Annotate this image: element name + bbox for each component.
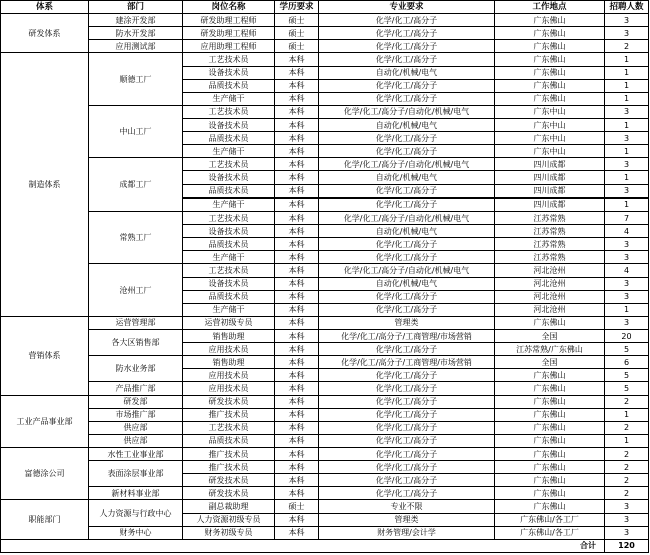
major-cell: 化学/化工/高分子/自动化/机械/电气 (319, 105, 495, 118)
education-cell: 本科 (275, 132, 319, 145)
location-cell: 四川成都 (495, 184, 605, 197)
count-cell: 3 (605, 27, 649, 40)
count-cell: 3 (605, 132, 649, 145)
major-cell: 专业不限 (319, 500, 495, 513)
major-cell: 自动化/机械/电气 (319, 277, 495, 290)
education-cell: 本科 (275, 408, 319, 421)
major-cell: 管理类 (319, 513, 495, 526)
count-cell: 2 (605, 461, 649, 474)
department-cell: 研发部 (89, 395, 183, 408)
count-cell: 6 (605, 356, 649, 369)
major-cell: 化学/化工/高分子 (319, 184, 495, 197)
position-cell: 推广技术员 (183, 448, 275, 461)
education-cell: 本科 (275, 92, 319, 105)
count-cell: 5 (605, 382, 649, 395)
education-cell: 本科 (275, 382, 319, 395)
location-cell: 广东佛山 (495, 434, 605, 447)
location-cell: 全国 (495, 330, 605, 343)
table-row (1, 434, 649, 447)
position-cell: 销售助理 (183, 330, 275, 343)
department-cell: 顺德工厂 (89, 53, 183, 105)
department-cell: 各大区销售部 (89, 330, 183, 356)
position-cell: 品质技术员 (183, 238, 275, 251)
department-cell: 供应部 (89, 421, 183, 434)
location-cell: 河北沧州 (495, 277, 605, 290)
position-cell: 生产储干 (183, 303, 275, 316)
location-cell: 广东佛山 (495, 66, 605, 79)
location-cell: 江苏常熟/广东佛山 (495, 343, 605, 356)
department-cell: 财务中心 (89, 526, 183, 539)
position-cell: 生产储干 (183, 251, 275, 264)
location-cell: 广东佛山 (495, 500, 605, 513)
location-cell: 广东佛山 (495, 408, 605, 421)
position-cell: 品质技术员 (183, 79, 275, 92)
table-row (1, 408, 649, 421)
count-cell: 3 (605, 316, 649, 329)
table-row (1, 40, 649, 53)
location-cell: 广东佛山 (495, 369, 605, 382)
major-cell: 自动化/机械/电气 (319, 66, 495, 79)
major-cell: 化学/化工/高分子 (319, 448, 495, 461)
position-cell: 应用技术员 (183, 343, 275, 356)
count-cell: 1 (605, 92, 649, 105)
system-cell: 制造体系 (1, 53, 89, 316)
department-cell: 成都工厂 (89, 158, 183, 212)
table-row (1, 356, 649, 369)
major-cell: 化学/化工/高分子/工商管理/市场营销 (319, 330, 495, 343)
position-cell: 生产储干 (183, 198, 275, 211)
count-cell: 1 (605, 303, 649, 316)
position-cell: 研发技术员 (183, 487, 275, 500)
location-cell: 广东佛山 (495, 448, 605, 461)
position-cell: 设备技术员 (183, 66, 275, 79)
education-cell: 硕士 (275, 14, 319, 27)
position-cell: 应用技术员 (183, 369, 275, 382)
total-value: 120 (605, 539, 649, 552)
header-row (1, 1, 649, 14)
count-cell: 1 (605, 118, 649, 131)
header-count: 招聘人数 (605, 1, 649, 14)
location-cell: 广东佛山 (495, 53, 605, 66)
location-cell: 四川成都 (495, 171, 605, 184)
count-cell: 20 (605, 330, 649, 343)
education-cell: 本科 (275, 526, 319, 539)
system-cell: 研发体系 (1, 14, 89, 53)
education-cell: 本科 (275, 105, 319, 118)
major-cell: 化学/化工/高分子/自动化/机械/电气 (319, 264, 495, 277)
education-cell: 硕士 (275, 40, 319, 53)
location-cell: 广东佛山 (495, 487, 605, 500)
major-cell: 管理类 (319, 316, 495, 329)
education-cell: 本科 (275, 118, 319, 131)
table-row (1, 500, 649, 513)
count-cell: 3 (605, 290, 649, 303)
department-cell: 新材料事业部 (89, 487, 183, 500)
major-cell: 化学/化工/高分子 (319, 369, 495, 382)
department-cell: 运营管理部 (89, 316, 183, 329)
position-cell: 销售助理 (183, 356, 275, 369)
table-row (1, 27, 649, 40)
major-cell: 化学/化工/高分子 (319, 395, 495, 408)
count-cell: 1 (605, 198, 649, 211)
major-cell: 化学/化工/高分子/自动化/机械/电气 (319, 212, 495, 225)
system-cell: 富德涂公司 (1, 448, 89, 500)
education-cell: 本科 (275, 303, 319, 316)
department-cell: 中山工厂 (89, 105, 183, 157)
department-cell: 防水业务部 (89, 356, 183, 382)
table-row (1, 330, 649, 343)
major-cell: 自动化/机械/电气 (319, 225, 495, 238)
table-row (1, 487, 649, 500)
position-cell: 设备技术员 (183, 171, 275, 184)
table-row (1, 526, 649, 539)
count-cell: 2 (605, 40, 649, 53)
header-education: 学历要求 (275, 1, 319, 14)
education-cell: 硕士 (275, 27, 319, 40)
count-cell: 2 (605, 395, 649, 408)
major-cell: 化学/化工/高分子 (319, 40, 495, 53)
total-row (1, 539, 649, 552)
major-cell: 化学/化工/高分子 (319, 487, 495, 500)
major-cell: 化学/化工/高分子 (319, 27, 495, 40)
location-cell: 广东佛山 (495, 27, 605, 40)
education-cell: 本科 (275, 316, 319, 329)
major-cell: 化学/化工/高分子 (319, 461, 495, 474)
position-cell: 设备技术员 (183, 225, 275, 238)
department-cell: 供应部 (89, 434, 183, 447)
table-row (1, 14, 649, 27)
location-cell: 广东佛山 (495, 316, 605, 329)
table-row (1, 264, 649, 277)
position-cell: 设备技术员 (183, 118, 275, 131)
education-cell: 本科 (275, 158, 319, 171)
count-cell: 1 (605, 171, 649, 184)
location-cell: 江苏常熟 (495, 238, 605, 251)
location-cell: 广东中山 (495, 145, 605, 158)
location-cell: 广东佛山 (495, 421, 605, 434)
count-cell: 1 (605, 434, 649, 447)
location-cell: 河北沧州 (495, 264, 605, 277)
count-cell: 3 (605, 526, 649, 539)
major-cell: 化学/化工/高分子 (319, 434, 495, 447)
position-cell: 人力资源初级专员 (183, 513, 275, 526)
position-cell: 副总裁助理 (183, 500, 275, 513)
location-cell: 河北沧州 (495, 290, 605, 303)
education-cell: 本科 (275, 421, 319, 434)
position-cell: 研发助理工程师 (183, 14, 275, 27)
location-cell: 广东中山 (495, 118, 605, 131)
total-blank (1, 539, 495, 552)
count-cell: 3 (605, 158, 649, 171)
location-cell: 广东佛山 (495, 14, 605, 27)
education-cell: 本科 (275, 434, 319, 447)
location-cell: 广东中山 (495, 132, 605, 145)
education-cell: 本科 (275, 251, 319, 264)
position-cell: 推广技术员 (183, 408, 275, 421)
major-cell: 化学/化工/高分子 (319, 132, 495, 145)
count-cell: 3 (605, 251, 649, 264)
table-row (1, 461, 649, 474)
position-cell: 研发技术员 (183, 474, 275, 487)
education-cell: 硕士 (275, 500, 319, 513)
education-cell: 本科 (275, 395, 319, 408)
education-cell: 本科 (275, 474, 319, 487)
table-row (1, 448, 649, 461)
header-location: 工作地点 (495, 1, 605, 14)
table-row (1, 316, 649, 329)
count-cell: 1 (605, 79, 649, 92)
major-cell: 化学/化工/高分子 (319, 474, 495, 487)
position-cell: 设备技术员 (183, 277, 275, 290)
education-cell: 本科 (275, 79, 319, 92)
major-cell: 化学/化工/高分子 (319, 421, 495, 434)
education-cell: 本科 (275, 171, 319, 184)
count-cell: 3 (605, 184, 649, 197)
system-cell: 工业产品事业部 (1, 395, 89, 447)
major-cell: 化学/化工/高分子 (319, 198, 495, 211)
count-cell: 3 (605, 105, 649, 118)
count-cell: 5 (605, 369, 649, 382)
table-row (1, 53, 649, 66)
count-cell: 2 (605, 474, 649, 487)
education-cell: 本科 (275, 212, 319, 225)
header-system: 体系 (1, 1, 89, 14)
major-cell: 化学/化工/高分子/工商管理/市场营销 (319, 356, 495, 369)
education-cell: 本科 (275, 238, 319, 251)
location-cell: 广东佛山 (495, 92, 605, 105)
position-cell: 研发技术员 (183, 395, 275, 408)
major-cell: 化学/化工/高分子 (319, 145, 495, 158)
major-cell: 化学/化工/高分子 (319, 303, 495, 316)
education-cell: 本科 (275, 369, 319, 382)
location-cell: 广东佛山 (495, 40, 605, 53)
education-cell: 本科 (275, 356, 319, 369)
table-row (1, 421, 649, 434)
major-cell: 化学/化工/高分子/自动化/机械/电气 (319, 158, 495, 171)
department-cell: 应用测试部 (89, 40, 183, 53)
table-row (1, 382, 649, 395)
major-cell: 化学/化工/高分子 (319, 14, 495, 27)
header-position: 岗位名称 (183, 1, 275, 14)
position-cell: 品质技术员 (183, 132, 275, 145)
position-cell: 工艺技术员 (183, 158, 275, 171)
position-cell: 工艺技术员 (183, 53, 275, 66)
major-cell: 自动化/机械/电气 (319, 118, 495, 131)
position-cell: 应用助理工程师 (183, 40, 275, 53)
education-cell: 本科 (275, 264, 319, 277)
count-cell: 1 (605, 53, 649, 66)
major-cell: 化学/化工/高分子 (319, 92, 495, 105)
position-cell: 应用技术员 (183, 382, 275, 395)
location-cell: 江苏常熟 (495, 251, 605, 264)
header-major: 专业要求 (319, 1, 495, 14)
department-cell: 防水开发部 (89, 27, 183, 40)
position-cell: 研发助理工程师 (183, 27, 275, 40)
count-cell: 3 (605, 500, 649, 513)
major-cell: 化学/化工/高分子 (319, 382, 495, 395)
table-body (1, 1, 649, 553)
education-cell: 本科 (275, 184, 319, 197)
location-cell: 广东佛山/各工厂 (495, 513, 605, 526)
location-cell: 江苏常熟 (495, 225, 605, 238)
count-cell: 2 (605, 421, 649, 434)
education-cell: 本科 (275, 198, 319, 211)
position-cell: 生产储干 (183, 92, 275, 105)
major-cell: 化学/化工/高分子 (319, 238, 495, 251)
table-row (1, 212, 649, 225)
major-cell: 自动化/机械/电气 (319, 171, 495, 184)
location-cell: 广东佛山 (495, 79, 605, 92)
system-cell: 营销体系 (1, 316, 89, 395)
department-cell: 常熟工厂 (89, 212, 183, 264)
location-cell: 江苏常熟 (495, 212, 605, 225)
location-cell: 四川成都 (495, 158, 605, 171)
position-cell: 品质技术员 (183, 290, 275, 303)
table-row (1, 395, 649, 408)
position-cell: 品质技术员 (183, 434, 275, 447)
major-cell: 财务管理/会计学 (319, 526, 495, 539)
position-cell: 品质技术员 (183, 184, 275, 197)
major-cell: 化学/化工/高分子 (319, 53, 495, 66)
major-cell: 化学/化工/高分子 (319, 343, 495, 356)
count-cell: 1 (605, 66, 649, 79)
system-cell: 职能部门 (1, 500, 89, 539)
education-cell: 本科 (275, 330, 319, 343)
major-cell: 化学/化工/高分子 (319, 79, 495, 92)
header-department: 部门 (89, 1, 183, 14)
count-cell: 2 (605, 487, 649, 500)
education-cell: 本科 (275, 513, 319, 526)
location-cell: 四川成都 (495, 198, 605, 211)
count-cell: 4 (605, 264, 649, 277)
position-cell: 工艺技术员 (183, 212, 275, 225)
count-cell: 4 (605, 225, 649, 238)
education-cell: 本科 (275, 145, 319, 158)
education-cell: 本科 (275, 53, 319, 66)
count-cell: 3 (605, 277, 649, 290)
major-cell: 化学/化工/高分子 (319, 251, 495, 264)
department-cell: 产品推广部 (89, 382, 183, 395)
count-cell: 1 (605, 145, 649, 158)
education-cell: 本科 (275, 290, 319, 303)
count-cell: 1 (605, 408, 649, 421)
major-cell: 化学/化工/高分子 (319, 290, 495, 303)
count-cell: 2 (605, 448, 649, 461)
table-row (1, 105, 649, 118)
location-cell: 广东佛山 (495, 395, 605, 408)
count-cell: 3 (605, 238, 649, 251)
count-cell: 7 (605, 212, 649, 225)
department-cell: 水性工业事业部 (89, 448, 183, 461)
major-cell: 化学/化工/高分子 (319, 408, 495, 421)
education-cell: 本科 (275, 487, 319, 500)
location-cell: 广东佛山 (495, 474, 605, 487)
total-label: 合计 (495, 539, 605, 552)
department-cell: 表面涂层事业部 (89, 461, 183, 487)
position-cell: 工艺技术员 (183, 105, 275, 118)
position-cell: 工艺技术员 (183, 421, 275, 434)
position-cell: 财务初级专员 (183, 526, 275, 539)
position-cell: 工艺技术员 (183, 264, 275, 277)
education-cell: 本科 (275, 66, 319, 79)
table-row (1, 158, 649, 171)
department-cell: 人力资源与行政中心 (89, 500, 183, 526)
count-cell: 3 (605, 513, 649, 526)
education-cell: 本科 (275, 448, 319, 461)
position-cell: 运营初级专员 (183, 316, 275, 329)
location-cell: 全国 (495, 356, 605, 369)
count-cell: 5 (605, 343, 649, 356)
count-cell: 3 (605, 14, 649, 27)
location-cell: 河北沧州 (495, 303, 605, 316)
location-cell: 广东佛山 (495, 382, 605, 395)
location-cell: 广东佛山 (495, 461, 605, 474)
position-cell: 生产储干 (183, 145, 275, 158)
education-cell: 本科 (275, 461, 319, 474)
location-cell: 广东佛山/各工厂 (495, 526, 605, 539)
education-cell: 本科 (275, 225, 319, 238)
department-cell: 沧州工厂 (89, 264, 183, 316)
department-cell: 建涂开发部 (89, 14, 183, 27)
education-cell: 本科 (275, 277, 319, 290)
position-cell: 推广技术员 (183, 461, 275, 474)
location-cell: 广东中山 (495, 105, 605, 118)
education-cell: 本科 (275, 343, 319, 356)
department-cell: 市场推广部 (89, 408, 183, 421)
